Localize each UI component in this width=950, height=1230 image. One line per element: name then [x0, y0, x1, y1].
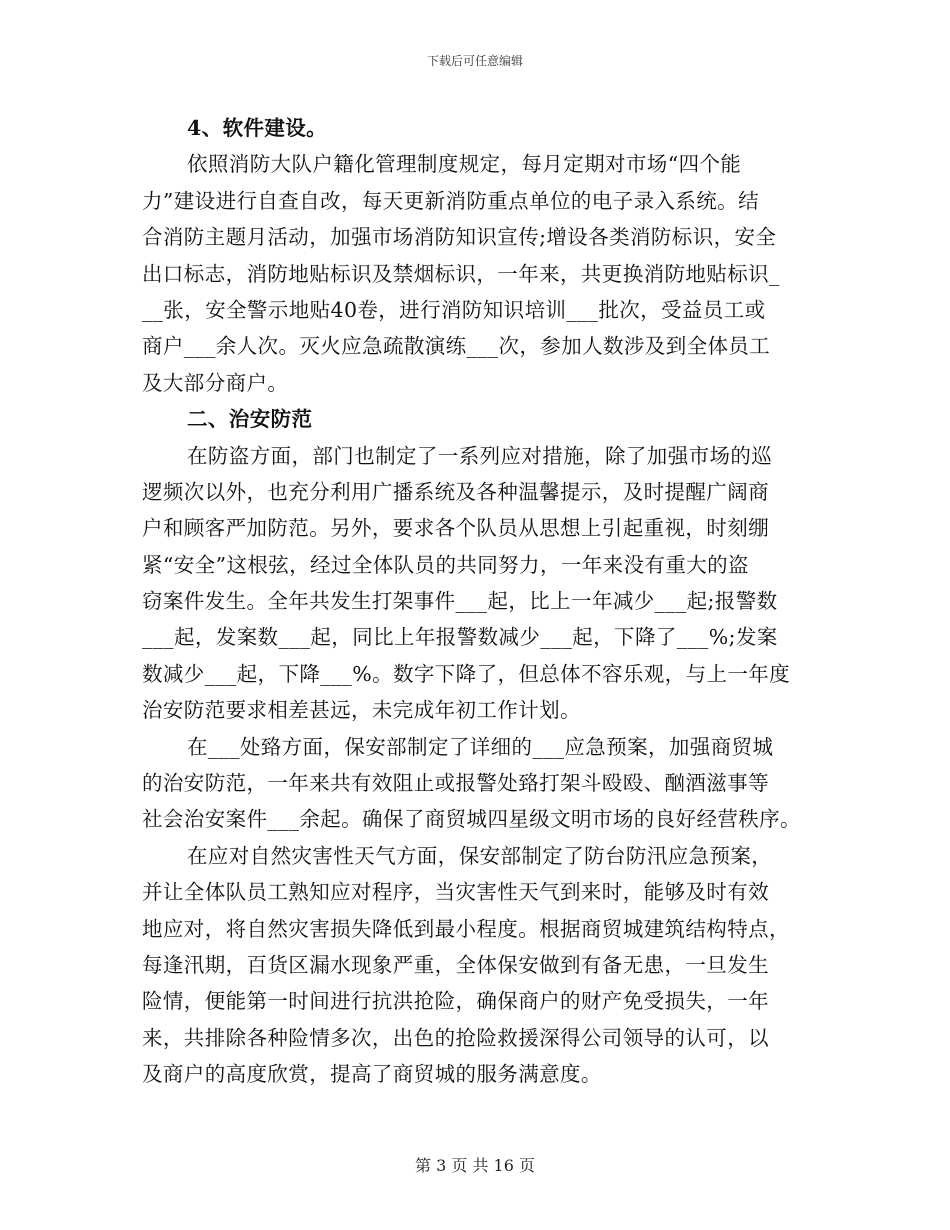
body-text-line: 在应对自然灾害性天气方面，保安部制定了防台防汛应急预案， [187, 843, 773, 868]
body-text-line: 及商户的高度欣赏，提高了商贸城的服务满意度。 [142, 1062, 602, 1087]
body-text-line: 数减少___起，下降___%。数字下降了，但总体不容乐观，与上一年度 [142, 661, 791, 686]
body-text-line: 来，共排除各种险情多次，出色的抢险救援深得公司领导的认可，以 [142, 1025, 769, 1050]
page-header: 下载后可任意编辑 [426, 54, 523, 68]
body-text-line: 窃案件发生。全年共发生打架事件___起，比上一年减少___起;报警数 [142, 589, 778, 614]
body-text-line: 每逢汛期，百货区漏水现象严重，全体保安做到有备无患，一旦发生 [142, 952, 769, 977]
body-text-line: 力”建设进行自查自改，每天更新消防重点单位的电子录入系统。结 [142, 188, 759, 213]
document-body [142, 110, 812, 1093]
body-text-line: 紧“安全”这根弦，经过全体队员的共同努力，一年来没有重大的盗 [142, 552, 749, 577]
body-text-line: 依照消防大队户籍化管理制度规定，每月定期对市场“四个能 [187, 152, 742, 177]
body-text-line: 在___处臵方面，保安部制定了详细的___应急预案，加强商贸城 [187, 734, 774, 759]
body-text-line: 社会治安案件___余起。确保了商贸城四星级文明市场的良好经营秩序。 [142, 807, 801, 832]
page-footer: 第 3 页 共 16 页 [415, 1156, 535, 1175]
body-text-line: 险情，便能第一时间进行抗洪抢险，确保商户的财产免受损失，一年 [142, 989, 769, 1014]
body-text-line: 地应对，将自然灾害损失降低到最小程度。根据商贸城建筑结构特点， [142, 916, 790, 941]
body-text-line: 逻频次以外，也充分利用广播系统及各种温馨提示，及时提醒广阔商 [142, 479, 769, 504]
section-heading: 二、治安防范 [187, 407, 313, 432]
body-text-line: __张，安全警示地贴40卷，进行消防知识培训___批次，受益员工或 [142, 297, 766, 322]
body-text-line: 合消防主题月活动，加强市场消防知识宣传;增设各类消防标识，安全 [142, 225, 777, 250]
body-text-line: 治安防范要求相差甚远，未完成年初工作计划。 [142, 698, 581, 723]
body-text-line: 户和顾客严加防范。另外，要求各个队员从思想上引起重视，时刻绷 [142, 516, 769, 541]
body-text-line: ___起，发案数___起，同比上年报警数减少___起，下降了___%;发案 [142, 625, 778, 650]
body-text-line: 并让全体队员工熟知应对程序，当灾害性天气到来时，能够及时有效 [142, 880, 769, 905]
body-text-line: 及大部分商户。 [142, 370, 289, 395]
section-heading: 4、软件建设。 [187, 116, 328, 140]
body-text-line: 的治安防范，一年来共有效阻止或报警处臵打架斗殴殴、酗酒滋事等 [142, 771, 769, 796]
body-text-line: 在防盗方面，部门也制定了一系列应对措施，除了加强市场的巡 [187, 443, 773, 468]
body-text-line: 出口标志，消防地贴标识及禁烟标识，一年来，共更换消防地贴标识_ [142, 261, 780, 286]
body-text-line: 商户___余人次。灭火应急疏散演练___次，参加人数涉及到全体员工 [142, 334, 771, 359]
